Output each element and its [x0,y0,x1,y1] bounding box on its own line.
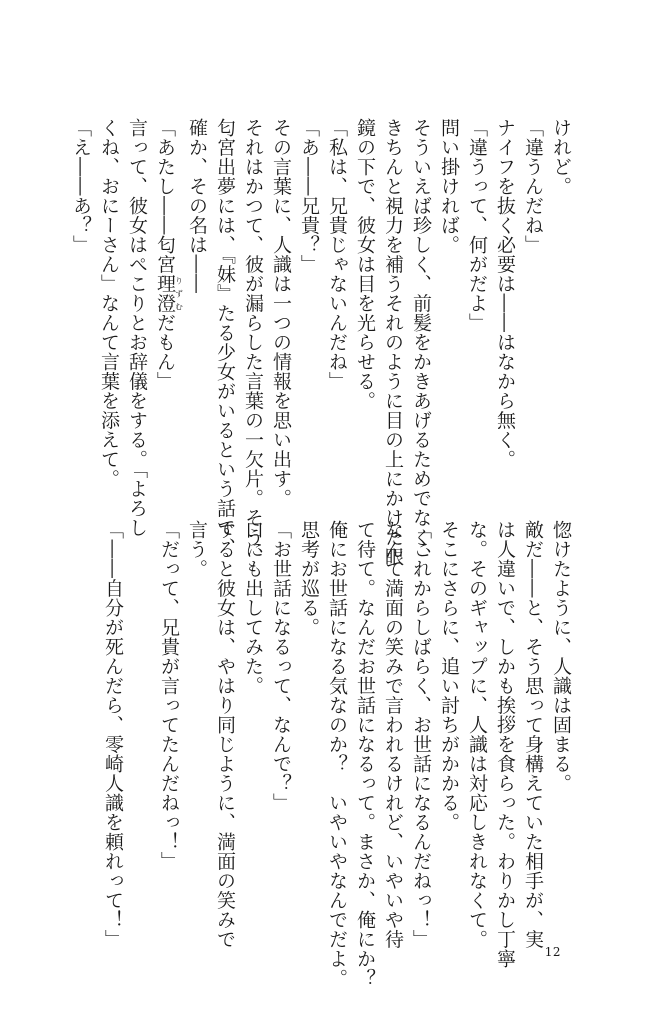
text-line: 匂宮出夢には、『妹』たる少女がいるという話で、 [214,118,236,557]
text-line: 敵だ――と、そう思って身構えていた相手が、実 [522,520,544,949]
text-line: 「違うんだね」 [522,118,544,255]
text-line: 「だって、兄貴が言ってたんだねっ！」 [158,520,180,871]
ruby-base: 理澄 [154,274,176,313]
text-line: は人違いで、しかも挨拶を食らった。わりかし丁寧 [494,520,516,969]
text-line: 「――自分が死んだら、零崎人識を頼れって！」 [102,520,124,949]
text-line: 「違うって、何がだよ」 [466,118,488,333]
text-line: 思考が巡る。 [298,520,320,637]
text-line: なんて満面の笑みで言われるけれど、いやいや待 [382,520,404,949]
text-line: 「私は、兄貴じゃないんだね」 [326,118,348,391]
ruby-name [154,274,184,313]
text-line: 俺にお世話になる気なのか？ いやいやなんでだよ。 [326,520,348,988]
text-segment: 「あたし――匂宮 [154,118,176,274]
ruby-reading: りずむ [174,274,184,313]
text-line: 問い掛ければ。 [438,118,460,255]
page-number: 12 [544,945,561,959]
text-line: けれど。 [550,118,572,196]
text-line: 言う。 [186,520,208,579]
text-line: きちんと視力を補うそれのように目の上にかけた眼 [382,118,404,567]
text-line: 「これからしばらく、お世話になるんだねっ！」 [410,520,432,949]
text-line: それはかつて、彼が漏らした言葉の一欠片。そう、 [242,118,264,567]
text-line [127,520,155,940]
text-line: て待て。なんだお世話になるって。まさか、俺にか？ [354,520,376,988]
text-line: すると彼女は、やはり同じように、満面の笑みで [214,520,236,949]
text-segment: だもん」 [154,313,176,391]
text-line: な。そのギャップに、人識は対応しきれなくて。 [466,520,488,949]
text-line: 「あ――兄貴？」 [298,118,320,274]
text-line: 確か、その名は―― [186,118,208,294]
text-line: くね、おにーさん」なんて言葉を添えて。 [98,118,120,489]
text-line [151,118,183,498]
text-line: 言って、彼女はぺこりとお辞儀をする。「よろし [126,118,148,538]
text-line: 「お世話になるって、なんで？」 [270,520,292,813]
text-line: 鏡の下で、彼女は目を光らせる。 [354,118,376,411]
text-line: 「え――あ？」 [70,118,92,255]
text-line: そういえば珍しく、前髪をかきあげるためでなく、 [410,118,432,567]
text-line: ナイフを抜く必要は――はなから無く。 [494,118,516,469]
text-line: そこにさらに、追い討ちがかかる。 [438,520,460,832]
text-line: 惚けたように、人識は固まる。 [550,520,572,793]
text-line: その言葉に、人識は一つの情報を思い出す。 [270,118,292,508]
text-line: 口にも出してみた。 [242,520,264,696]
